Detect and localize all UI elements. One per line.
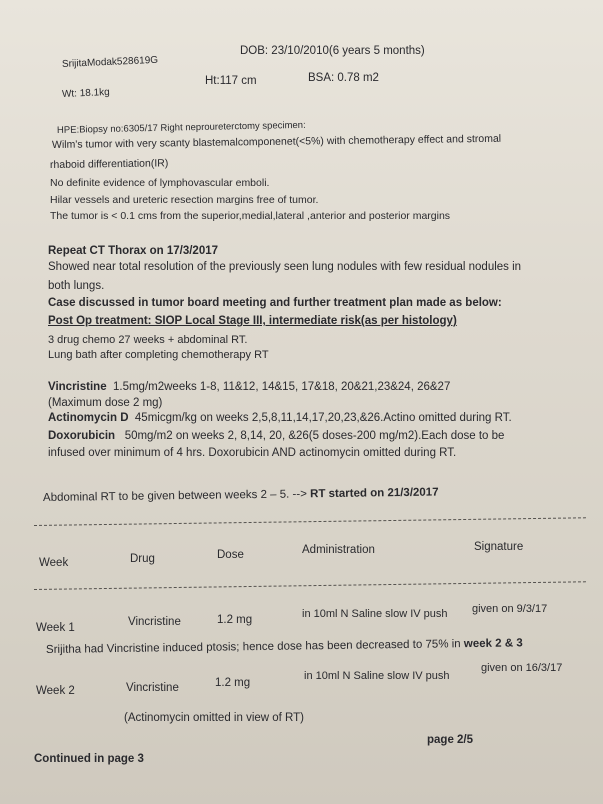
actinomycin-name: Actinomycin D [48,412,129,424]
weight [62,86,110,102]
row1-admin: in 10ml N Saline slow IV push [302,608,448,620]
table-divider-top [34,517,586,526]
row2-dose: 1.2 mg [215,677,251,689]
weight-label: Wt: [61,88,78,100]
doxorubicin-name: Doxorubicin [48,430,116,442]
hpe-line-3: No definite evidence of lymphovascular emboli. [50,177,270,189]
height: Ht:117 cm [205,75,257,87]
actinomycin-schedule: 45micgm/kg on weeks 2,5,8,11,14,17,20,23,&26.Actino omitted during RT. [134,412,512,424]
col-signature: Signature [474,541,524,553]
row1-week: Week 1 [36,622,75,634]
row2-given: given on 16/3/17 [481,662,563,674]
actinomycin-omitted-note: (Actinomycin omitted in view of RT) [124,712,305,724]
plan-line-1: 3 drug chemo 27 weeks + abdominal RT. [48,334,248,346]
col-drug: Drug [130,553,155,565]
ptosis-note [46,636,523,657]
row2-week: Week 2 [36,685,75,697]
page-number: page 2/5 [427,734,474,746]
dob: DOB: 23/10/2010(6 years 5 months) [240,45,425,57]
hpe-line-2: rhaboid differentiation(IR) [49,157,169,171]
continued-note: Continued in page 3 [34,753,144,765]
col-dose: Dose [217,549,244,561]
ptosis-note-weeks: week 2 & 3 [463,637,523,651]
doxorubicin-schedule: 50mg/m2 on weeks 2, 8,14, 20, &26(5 doses-200 mg/m2).Each dose to be [124,430,505,442]
vincristine-name: Vincristine [48,381,107,393]
col-week: Week [39,557,69,569]
hpe-prefix: HPE:Biopsy no:6305/17 Right neproureterctomy specimen: [56,119,306,136]
weight-value: 18.1kg [79,86,110,100]
tumor-board-line: Case discussed in tumor board meeting and further treatment plan made as below: [48,297,502,309]
ct-title: Repeat CT Thorax on 17/3/2017 [48,245,219,257]
row1-dose: 1.2 mg [217,614,253,626]
patient-id: SrijitaModak528619G [61,54,159,70]
hpe-line-1: Wilm's tumor with very scanty blastemalcomponenet(<5%) with chemotherapy effect and stromal [51,132,502,151]
col-administration: Administration [302,544,375,556]
vincristine-line [48,380,450,394]
vincristine-max: (Maximum dose 2 mg) [48,397,163,409]
row2-drug: Vincristine [126,682,179,694]
doxorubicin-line-2: infused over minimum of 4 hrs. Doxorubicin AND actinomycin omitted during RT. [48,447,457,459]
hpe-line-5: The tumor is < 0.1 cms from the superior,medial,lateral ,anterior and posterior margins [50,210,451,222]
row1-given: given on 9/3/17 [472,603,548,615]
postop-treatment: Post Op treatment: SIOP Local Stage III, intermediate risk(as per histology) [48,315,457,327]
hpe-line-4: Hilar vessels and ureteric resection margins free of tumor. [50,194,319,206]
actinomycin-line [48,411,512,425]
abdominal-rt-text: Abdominal RT to be given between weeks 2 – 5. --> [42,488,307,504]
rt-started: RT started on 21/3/2017 [310,486,439,501]
row1-drug: Vincristine [128,616,181,628]
ptosis-note-text: Srijitha had Vincristine induced ptosis; hence dose has been decreased to 75% in [45,638,461,656]
table-divider-header [34,581,586,590]
plan-line-2: Lung bath after completing chemotherapy RT [48,349,269,361]
doxorubicin-line [48,429,504,443]
ct-line-2: both lungs. [48,280,105,292]
row2-admin: in 10ml N Saline slow IV push [304,670,450,682]
vincristine-schedule: 1.5mg/m2weeks 1-8, 11&12, 14&15, 17&18, 20&21,23&24, 26&27 [112,381,451,393]
bsa: BSA: 0.78 m2 [308,72,379,84]
abdominal-rt-line [43,485,439,505]
ct-line-1: Showed near total resolution of the previously seen lung nodules with few residual nodules in [48,261,522,273]
